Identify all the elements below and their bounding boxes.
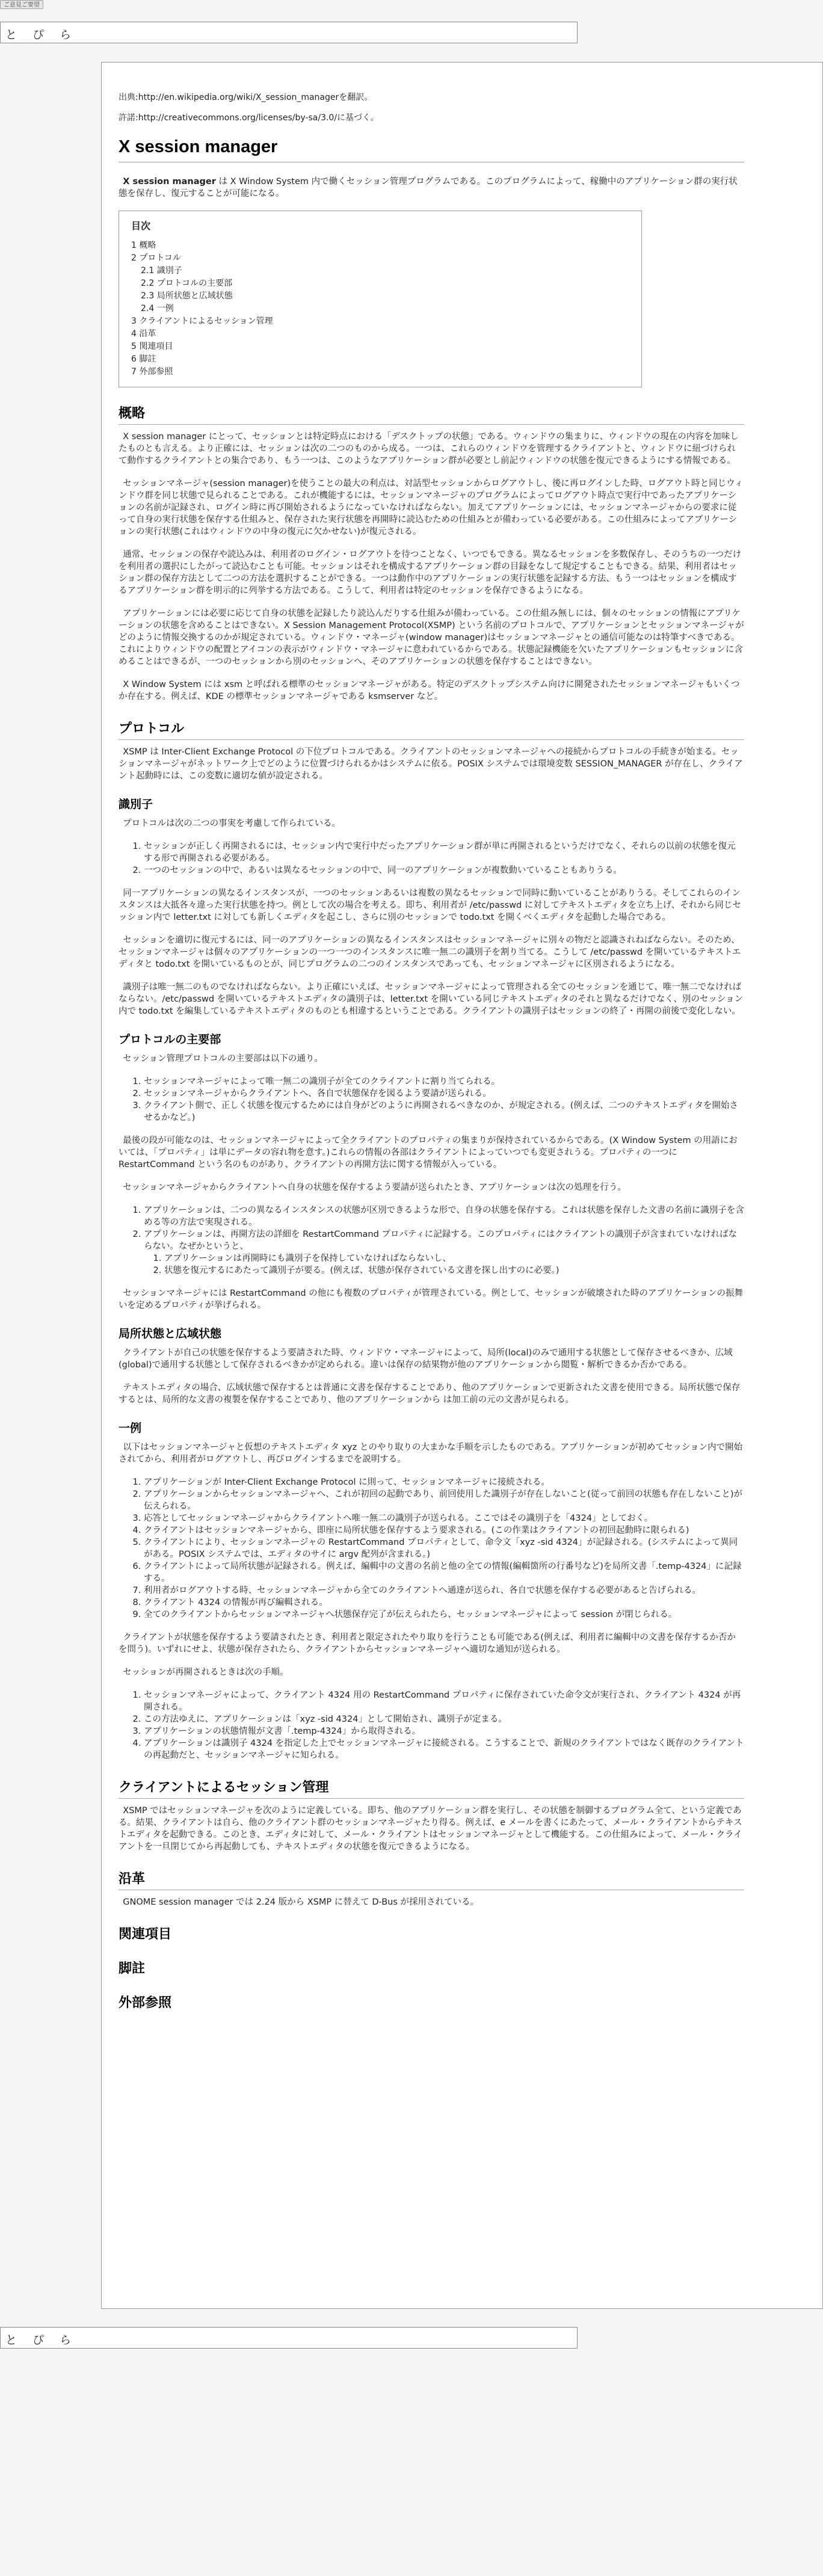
tobira-footer-text: と ぴ ら xyxy=(5,2334,78,2347)
list-item: 2. 一つのセッションの中で、あるいは異なるセッションの中で、同一のアプリケーションが複数動いていることもありうる。 xyxy=(144,864,744,877)
main-part-paragraph: セッションマネージャには RestartCommand の他にも複数のプロパティが管理されている。例として、セッションが破壊された時のアプリケーションの振舞いを定めるプロパティが挙げられる。 xyxy=(119,1289,744,1310)
list-item: 1. アプリケーションは、二つの異なるインスタンスの状態が区別できるような形で、自身の状態を保存する。これは状態を保存した文書の名前に識別子を含める等の方法で実現される。 xyxy=(144,1204,744,1228)
overview-paragraph: X Window System には xsm と呼ばれる標準のセッションマネージャがある。特定のデスクトップシステム向けに開発されたセッションマネージャもいくつか存在する。例えば、KDE の標準セッションマネージャである ksmserver など。 xyxy=(119,680,740,701)
list-item: 4. アプリケーションは識別子 4324 を指定した上でセッションマネージャに接続される。こうすることで、新規のクライアントではなく既存のクライアントの再起動だと、セッションマネージャに知られる。 xyxy=(144,1737,744,1761)
tobira-header-bar[interactable] xyxy=(0,22,578,43)
heading-external: 外部参照 xyxy=(119,1995,172,2010)
history-paragraph: GNOME session manager では 2.24 版から XSMP に替えて D-Bus が採用されている。 xyxy=(123,1897,479,1907)
toc-title: 目次 xyxy=(131,220,151,232)
toc-item-example[interactable]: 2.4 一例 xyxy=(141,304,174,313)
toc-item-protocol[interactable]: 2 プロトコル xyxy=(131,253,181,263)
example-paragraph: 以下はセッションマネージャと仮想のテキストエディタ xyz とのやり取りの大まかな手順を示したものである。アプリケーションが初めてセッション内で開始されてから、利用者がログアウトし、再びログインするまでを説明する。 xyxy=(119,1443,743,1464)
toc-item-history[interactable]: 4 沿革 xyxy=(131,329,156,339)
list-item: 3. クライアント側で、正しく状態を復元するためには自身がどのように再開されるべきなのか、が規定される。(例えば、二つのテキストエディタを開始させるかなど。) xyxy=(144,1100,744,1124)
local-global-paragraph: テキストエディタの場合、広域状態で保存するとは普通に文書を保存することであり、他のアプリケーションで更新された文書を使用できる。局所状態で保存するとは、局所的な文書の複製を保存することであり、他のアプリケーションから は加工前の元の文書が見られる。 xyxy=(119,1383,741,1405)
client-paragraph: XSMP ではセッションマネージャを次のように定義している。即ち、他のアプリケーション群を実行し、その状態を制御するプログラム全て、という定義である。結果、クライアントは自ら、他のクライアント群のセッションマネージャたり得る。例えば、e メールを書くにあたって、メール・クライアントからテキストエディタを起動できる。このとき、エディタに対して、メール・クライアントはセッションマネージャとして機能する。この仕組みによって、メール・クライアントを一旦閉じてから再起動しても、テキストエディタの状態を復元できるようになる。 xyxy=(119,1806,742,1852)
list-item: 2. アプリケーションからセッションマネージャへ、これが初回の起動であり、前回使用した識別子が存在しないこと(従って前回の状態も存在しないこと)が伝えられる。 xyxy=(144,1488,744,1512)
list-item: 1. セッションマネージャによって、クライアント 4324 用の RestartCommand プロパティに保存されていた命令文が実行され、クライアント 4324 が再開される。 xyxy=(144,1689,744,1713)
lead-paragraph xyxy=(119,176,744,200)
article-page xyxy=(101,62,823,2309)
overview-paragraph: アプリケーションには必要に応じて自身の状態を記録したり読込んだりする仕組みが備わっている。この仕組み無しには、個々のセッションの情報にアプリケーションの状態を含めることはできない。X Session Management Protocol(XSMP) という名前のプロトコルで、アプリケーションとセッションマネージャがどのように情報交換するのかが規定されている。ウィンドウ・マネージャ(window manager)はセッションマネージャとの通信可能なのは特筆すべきである。これによりウィンドウの配置とアイコンの表示がウィンドウ・マネージャに意われているからである。状態記録機能を欠いたアプリケーションもセッションに含めることはできるが、一つのセッションから別のセッションへ、そのアプリケーションの状態を保存することはできない。 xyxy=(119,609,744,667)
heading-local-global: 局所状態と広域状態 xyxy=(119,1328,222,1340)
source-line: 出典:http://en.wikipedia.org/wiki/X_session_managerを翻訳。 xyxy=(119,93,373,102)
article-content xyxy=(119,91,744,2017)
list-item: 3. アプリケーションの状態情報が文書「.temp-4324」から取得される。 xyxy=(144,1725,744,1737)
feedback-button[interactable]: ご意見ご要望 xyxy=(0,0,43,9)
identifier-paragraph: セッションを適切に復元するには、同一のアプリケーションの異なるインスタンスはセッションマネージャに別々の物だと認識されねばならない。そのため、セッションマネージャは個々のアプリケーションの一つ一つのインスタンスに唯一無二の識別子を割り当てる。こうして /etc/passwd を開いているテキストエディタと todo.txt を開いているものとが、同じプログラムの二つのインスタンスであっても、セッションマネージャに区別されるようになる。 xyxy=(119,935,741,969)
list-item: 7. 利用者がログアウトする時、セッションマネージャから全てのクライアントへ通達が送られ、各自で状態を保存する必要があると告げられる。 xyxy=(144,1585,744,1597)
example-paragraph: セッションが再開されるときは次の手順。 xyxy=(123,1668,289,1677)
identifier-paragraph: 識別子は唯一無二のものでなければならない。より正確にいえば、セッションマネージャによって管理される全てのセッションを通じて、唯一無二でなければならない。/etc/passwd を開いているテキストエディタの識別子は、letter.txt を開いている同じテキストエディタのそれと異なるだけでなく、別のセッション内で todo.txt を編集しているテキストエディタのものとも相違するということである。クライアントの識別子はセッションの終了・再開の前後で変化しない。 xyxy=(119,982,744,1016)
example-restart-list xyxy=(119,1689,744,1761)
identifier-list xyxy=(119,840,744,877)
list-item: 1. アプリケーションは再開時にも識別子を保持していなければならないし、 xyxy=(164,1253,744,1265)
lead-text: は X Window System 内で働くセッション管理プログラムである。このプログラムによって、稼働中のアプリケーション群の実行状態を保存し、復元することが可能になる。 xyxy=(119,177,738,199)
list-item: 1. アプリケーションが Inter-Client Exchange Protocol に則って、セッションマネージャに接続される。 xyxy=(144,1476,744,1488)
toc-item-overview[interactable]: 1 概略 xyxy=(131,241,156,250)
identifier-paragraph: 同一アプリケーションの異なるインスタンスが、一つのセッションあるいは複数の異なるセッションで同時に動いていることがありうる。そしてこれらのインスタンスは大抵各々違った実行状態を持つ。例として次の場合を考える。即ち、利用者が /etc/passwd に対してテキストエディタを立ち上げ、それから同じセッション内で letter.txt に対しても新しくエディタを起こし、さらに別のセッションで todo.txt を開くべくエディタを起動した場合である。 xyxy=(119,889,741,922)
example-paragraph: クライアントが状態を保存するよう要請されたとき、利用者と限定されたやり取りを行うことも可能である(例えば、利用者に編輯中の文書を保存するか否かを問う)。いずれにせよ、状態が保存されたら、クライアントからセッションマネージャへ適切な通知が送られる。 xyxy=(119,1633,736,1654)
list-item: 9. 全てのクライアントからセッションマネージャへ状態保存完了が伝えられたら、セッションマネージャによって session が閉じられる。 xyxy=(144,1609,744,1621)
heading-main-part: プロトコルの主要部 xyxy=(119,1034,221,1046)
toc-item-main-part[interactable]: 2.2 プロトコルの主要部 xyxy=(141,279,233,288)
local-global-paragraph: クライアントが自己の状態を保存するよう要請された時、ウィンドウ・マネージャによって、局所(local)のみで通用する状態として保存させるべきか、広域(global)で通用する状態として保存されるべきかが定められる。違いは保存の結果物が他のアプリケーションから閲覧・解析できるか否かである。 xyxy=(119,1348,733,1370)
toc-item-notes[interactable]: 6 脚註 xyxy=(131,354,156,364)
heading-protocol: プロトコル xyxy=(119,718,744,740)
list-item: 1. セッションが正しく再開されるには、セッション内で実行中だったアプリケーション群が単に再開されるというだけでなく、それらの以前の状態を復元する形で再開される必要がある。 xyxy=(144,840,744,864)
heading-related: 関連項目 xyxy=(119,1926,172,1941)
main-part-paragraph: 最後の段が可能なのは、セッションマネージャによって全クライアントのプロパティの集まりが保持されているからである。(X Window System の用語においては、「プロパティ」は単にデータの容れ物を意す。)これらの情報の各部はクライアントによっていつでも変更されうる。プロパティの一つに RestartCommand という名のものがあり、クライアントの再開方法に関する情報が入っている。 xyxy=(119,1136,738,1169)
toc-item-related[interactable]: 5 関連項目 xyxy=(131,342,173,351)
heading-example: 一例 xyxy=(119,1422,142,1435)
toc-item-external[interactable]: 7 外部参照 xyxy=(131,367,173,377)
list-item: 2. セッションマネージャからクライアントへ、各自で状態保存を図るよう要請が送られる。 xyxy=(144,1088,744,1100)
overview-paragraph: セッションマネージャ(session manager)を使うことの最大の利点は、対話型セッションからログアウトし、後に再ログインした時、ログアウト時と同じウィンドウ群を同じ状態で見られることである。これが機能するには、セッションマネージャのプログラムによってログアウト時点で実行中であったアプリケーションの名前が記録され、ログイン時に再び開始されるようになっていなければならない。加えてアプリケーションには、セッションマネージャからの要求に従って自身の実行状態を保存する仕組みと、保存された実行状態を再開時に読込むための仕組みとが備わっている必要がある。この仕組みによってアプリケーションの実行状態(これはウィンドウの中身の復元に欠かせない)が復元される。 xyxy=(119,479,744,537)
tobira-footer-bar[interactable] xyxy=(0,2327,578,2349)
list-item: 5. クライアントにより、セッションマネージャの RestartCommand プロパティとして、命令文「xyz -sid 4324」が記録される。(システムによって異同がある。POSIX システムでは、エディタのサイに argv 配列が含まれる。) xyxy=(144,1536,744,1561)
main-part-sublist xyxy=(144,1253,744,1277)
page-title: X session manager xyxy=(119,137,744,162)
example-list xyxy=(119,1476,744,1621)
list-item-text: アプリケーションは、再開方法の詳細を RestartCommand プロパティに記録する。このプロパティにはクライアントの識別子が含まれていなければならない。なぜかというと、 xyxy=(144,1230,738,1251)
protocol-paragraph: XSMP は Inter-Client Exchange Protocol の下位プロトコルである。クライアントのセッションマネージャへの接続からプロトコルの手続きが始まる。セッションマネージャがネットワーク上でどのように位置づけられるかはシステムに依る。POSIX システムでは環境変数 SESSION_MANAGER が存在し、クライアント起動時には、この変数に適切な値が設定される。 xyxy=(119,747,743,781)
main-part-list xyxy=(119,1076,744,1124)
list-item: 6. クライアントによって局所状態が記録される。例えば、編輯中の文書の名前と他の全ての情報(編輯箇所の行番号など)を局所文書「.temp-4324」に記録する。 xyxy=(144,1561,744,1585)
list-item: 4. クライアントはセッションマネージャから、即座に局所状態を保存するよう要求される。(この作業はクライアントの初回起動時に限られる) xyxy=(144,1524,744,1536)
list-item: 3. 応答としてセッションマネージャからクライアントへ唯一無二の識別子が送られる。ここではその識別子を「4324」としておく。 xyxy=(144,1512,744,1524)
tobira-header-text: と ぴ ら xyxy=(5,28,78,42)
overview-paragraph: X session manager にとって、セッションとは特定時点における「デスクトップの状態」である。ウィンドウの集まりに、ウィンドウの現在の内容を加味したものとも言える。より正確には、セッションは次の二つのものから成る。一つは、これらのウィンドウを管理するクライアントと、ウィンドウに紐づけられて動作するクライアントとの集合であり、もう一つは、このようなアプリケーション群が必要とし前記ウィンドウの状態を復元できるようにする情報である。 xyxy=(119,432,739,466)
license-line: 許諾:http://creativecommons.org/licenses/by-sa/3.0/に基づく。 xyxy=(119,113,379,123)
list-item: 2. 状態を復元するにあたって識別子が要る。(例えば、状態が保存されている文書を探し出すのに必要。) xyxy=(164,1265,744,1277)
overview-paragraph: 通常、セッションの保存や読込みは、利用者のログイン・ログアウトを待つことなく、いつでもできる。異なるセッションを多数保存し、そのうちの一つだけを利用者の選択にしたがって読込むことも可能。セッションはそれを構成するアプリケーション群の目録をなして規定することもできる。結果、利用者はセッション群の保存方法として二つの方法を選択することができる。一つは動作中のアプリケーションの実行状態を記録する方法、もう一つはセッションを構成するアプリケーション群を明示的に列挙する方法である。こうして、利用者は特定のセッションを保存できるようになる。 xyxy=(119,550,742,596)
heading-history: 沿革 xyxy=(119,1869,744,1890)
heading-identifier: 識別子 xyxy=(119,798,153,811)
heading-overview: 概略 xyxy=(119,403,744,425)
list-item: 2. この方法ゆえに、アプリケーションは「xyz -sid 4324」として開始され、識別子が定まる。 xyxy=(144,1713,744,1725)
identifier-paragraph: プロトコルは次の二つの事実を考慮して作られている。 xyxy=(123,819,341,828)
toc-item-identifier[interactable]: 2.1 識別子 xyxy=(141,266,182,276)
main-part-paragraph: セッション管理プロトコルの主要部は以下の通り。 xyxy=(123,1054,323,1064)
main-part-steps-list xyxy=(119,1204,744,1277)
main-part-paragraph: セッションマネージャからクライアントへ自身の状態を保存するよう要請が送られたとき、アプリケーションは次の処理を行う。 xyxy=(123,1183,626,1192)
heading-client: クライアントによるセッション管理 xyxy=(119,1777,744,1799)
toc-item-client[interactable]: 3 クライアントによるセッション管理 xyxy=(131,316,273,326)
table-of-contents xyxy=(119,211,642,387)
toc-item-local-global[interactable]: 2.3 局所状態と広域状態 xyxy=(141,291,233,301)
heading-notes: 脚註 xyxy=(119,1961,146,1976)
lead-bold-term: X session manager xyxy=(123,177,216,186)
list-item xyxy=(144,1228,744,1277)
list-item: 8. クライアント 4324 の情報が再び編輯される。 xyxy=(144,1597,744,1609)
list-item: 1. セッションマネージャによって唯一無二の識別子が全てのクライアントに割り当てられる。 xyxy=(144,1076,744,1088)
